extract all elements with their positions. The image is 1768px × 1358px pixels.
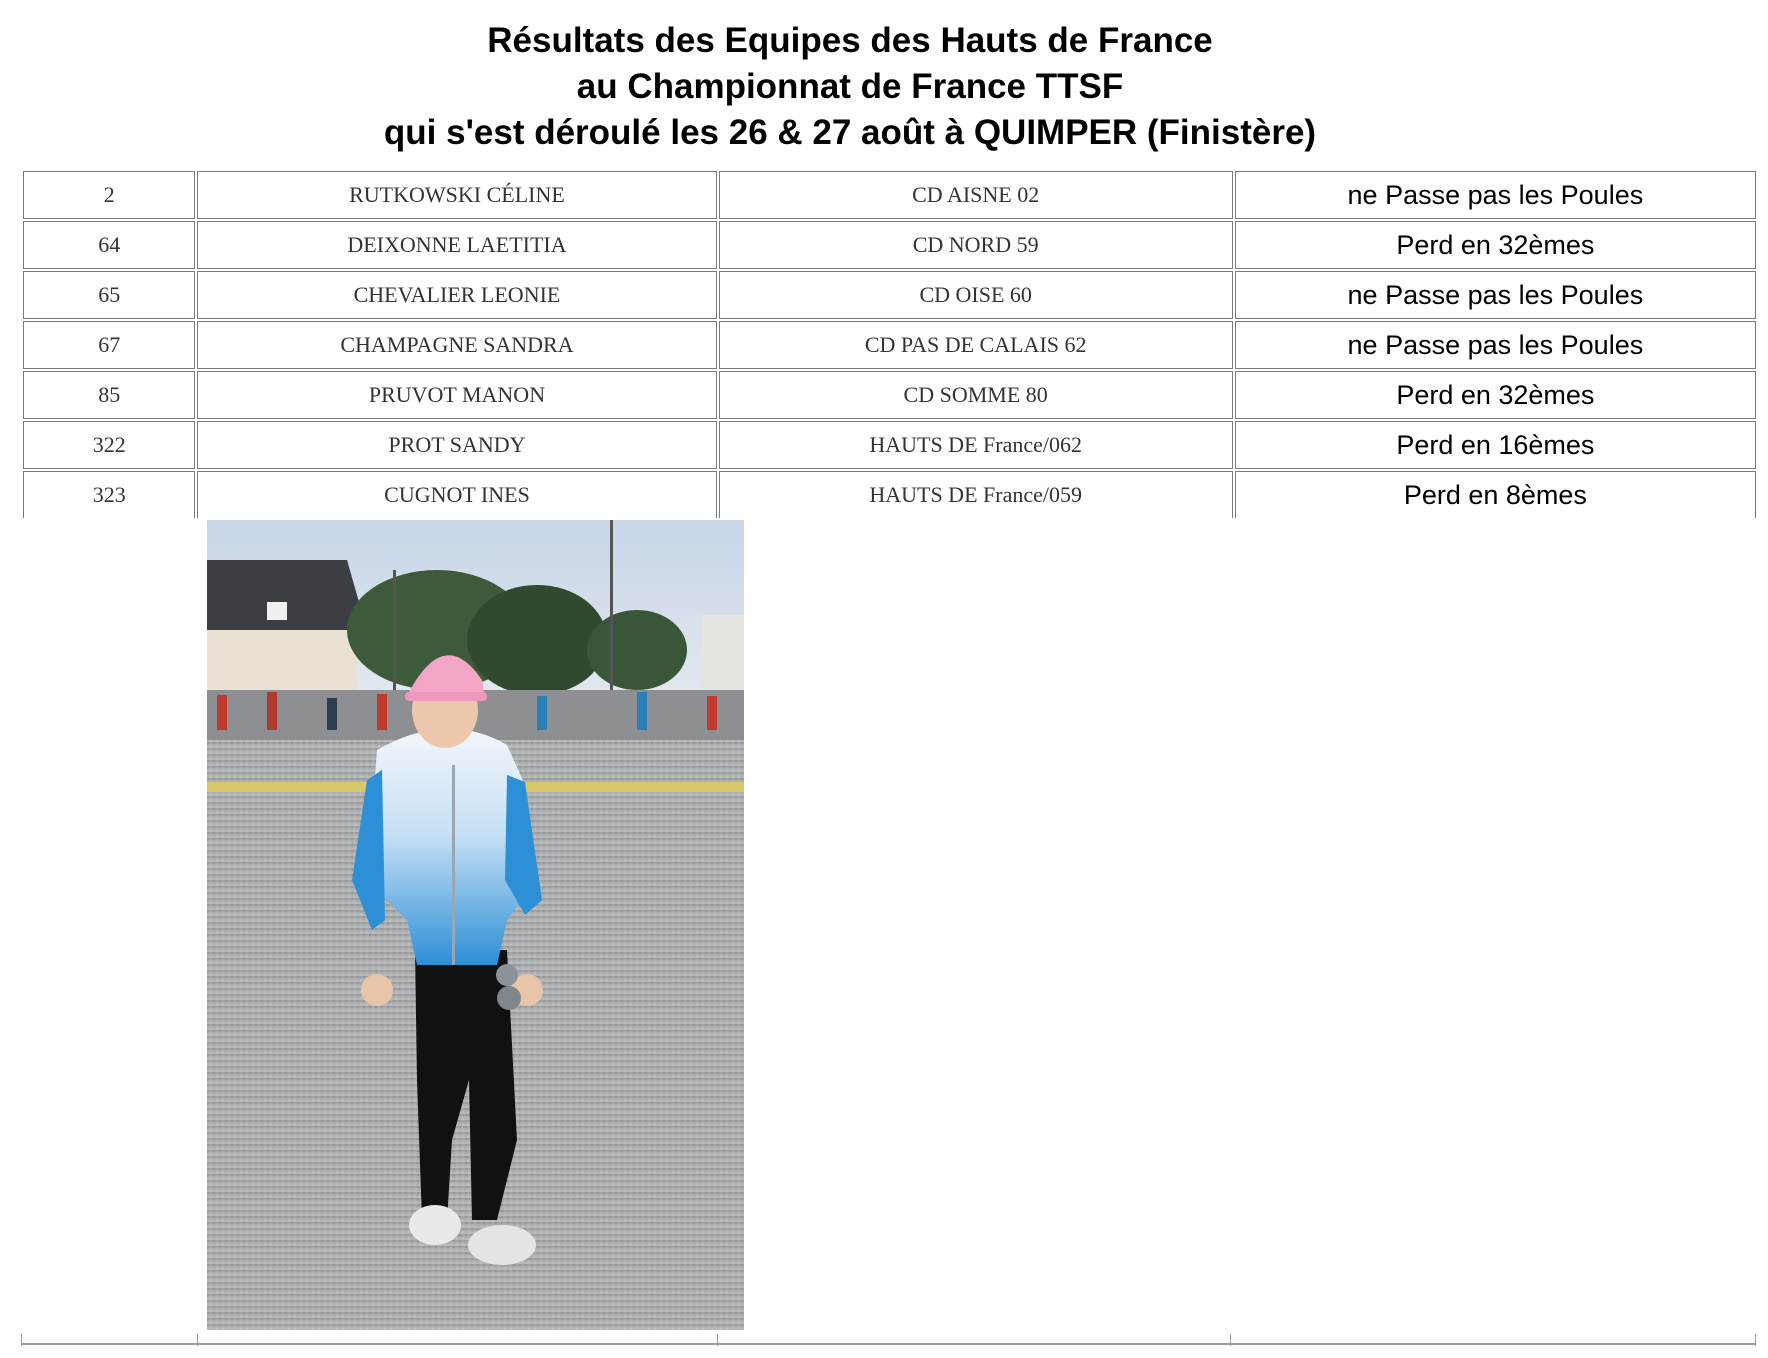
table-bottom-tick	[21, 1334, 22, 1346]
player-result: ne Passe pas les Poules	[1235, 321, 1756, 369]
player-name: CHEVALIER LEONIE	[197, 271, 716, 319]
player-name: PROT SANDY	[197, 421, 716, 469]
title-line-1: Résultats des Equipes des Hauts de France	[487, 21, 1213, 60]
player-club: CD NORD 59	[719, 221, 1233, 269]
player-number: 64	[23, 221, 195, 269]
player-name: CHAMPAGNE SANDRA	[197, 321, 716, 369]
table-bottom-tick	[717, 1334, 718, 1346]
table-bottom-tick	[1230, 1334, 1231, 1346]
table-bottom-tick	[197, 1334, 198, 1346]
player-name: RUTKOWSKI CÉLINE	[197, 171, 716, 219]
title-line-2: au Championnat de France TTSF	[576, 67, 1124, 106]
player-result: Perd en 32èmes	[1235, 371, 1756, 419]
table-row	[23, 371, 1756, 419]
player-number: 85	[23, 371, 195, 419]
player-result: Perd en 16èmes	[1235, 421, 1756, 469]
player-number: 2	[23, 171, 195, 219]
table-row	[23, 421, 1756, 469]
player-name: DEIXONNE LAETITIA	[197, 221, 716, 269]
player-club: HAUTS DE France/062	[719, 421, 1233, 469]
table-row	[23, 271, 1756, 319]
results-table	[21, 169, 1758, 521]
player-photo	[207, 520, 744, 1330]
player-name: CUGNOT INES	[197, 471, 716, 519]
player-number: 323	[23, 471, 195, 519]
player-number: 322	[23, 421, 195, 469]
title-line-3: qui s'est déroulé les 26 & 27 août à QUIMPER (Finistère)	[383, 113, 1317, 152]
player-result: Perd en 8èmes	[1235, 471, 1756, 519]
player-name: PRUVOT MANON	[197, 371, 716, 419]
table-bottom-tick	[1755, 1334, 1756, 1346]
player-club: HAUTS DE France/059	[719, 471, 1233, 519]
player-club: CD OISE 60	[719, 271, 1233, 319]
table-row	[23, 471, 1756, 519]
table-row	[23, 321, 1756, 369]
player-club: CD AISNE 02	[719, 171, 1233, 219]
player-club: CD SOMME 80	[719, 371, 1233, 419]
player-number: 67	[23, 321, 195, 369]
player-club: CD PAS DE CALAIS 62	[719, 321, 1233, 369]
player-result: Perd en 32èmes	[1235, 221, 1756, 269]
table-row	[23, 171, 1756, 219]
player-result: ne Passe pas les Poules	[1235, 171, 1756, 219]
player-result: ne Passe pas les Poules	[1235, 271, 1756, 319]
page-title	[0, 18, 1700, 156]
table-row	[23, 221, 1756, 269]
table-bottom-border	[21, 1343, 1756, 1345]
player-number: 65	[23, 271, 195, 319]
